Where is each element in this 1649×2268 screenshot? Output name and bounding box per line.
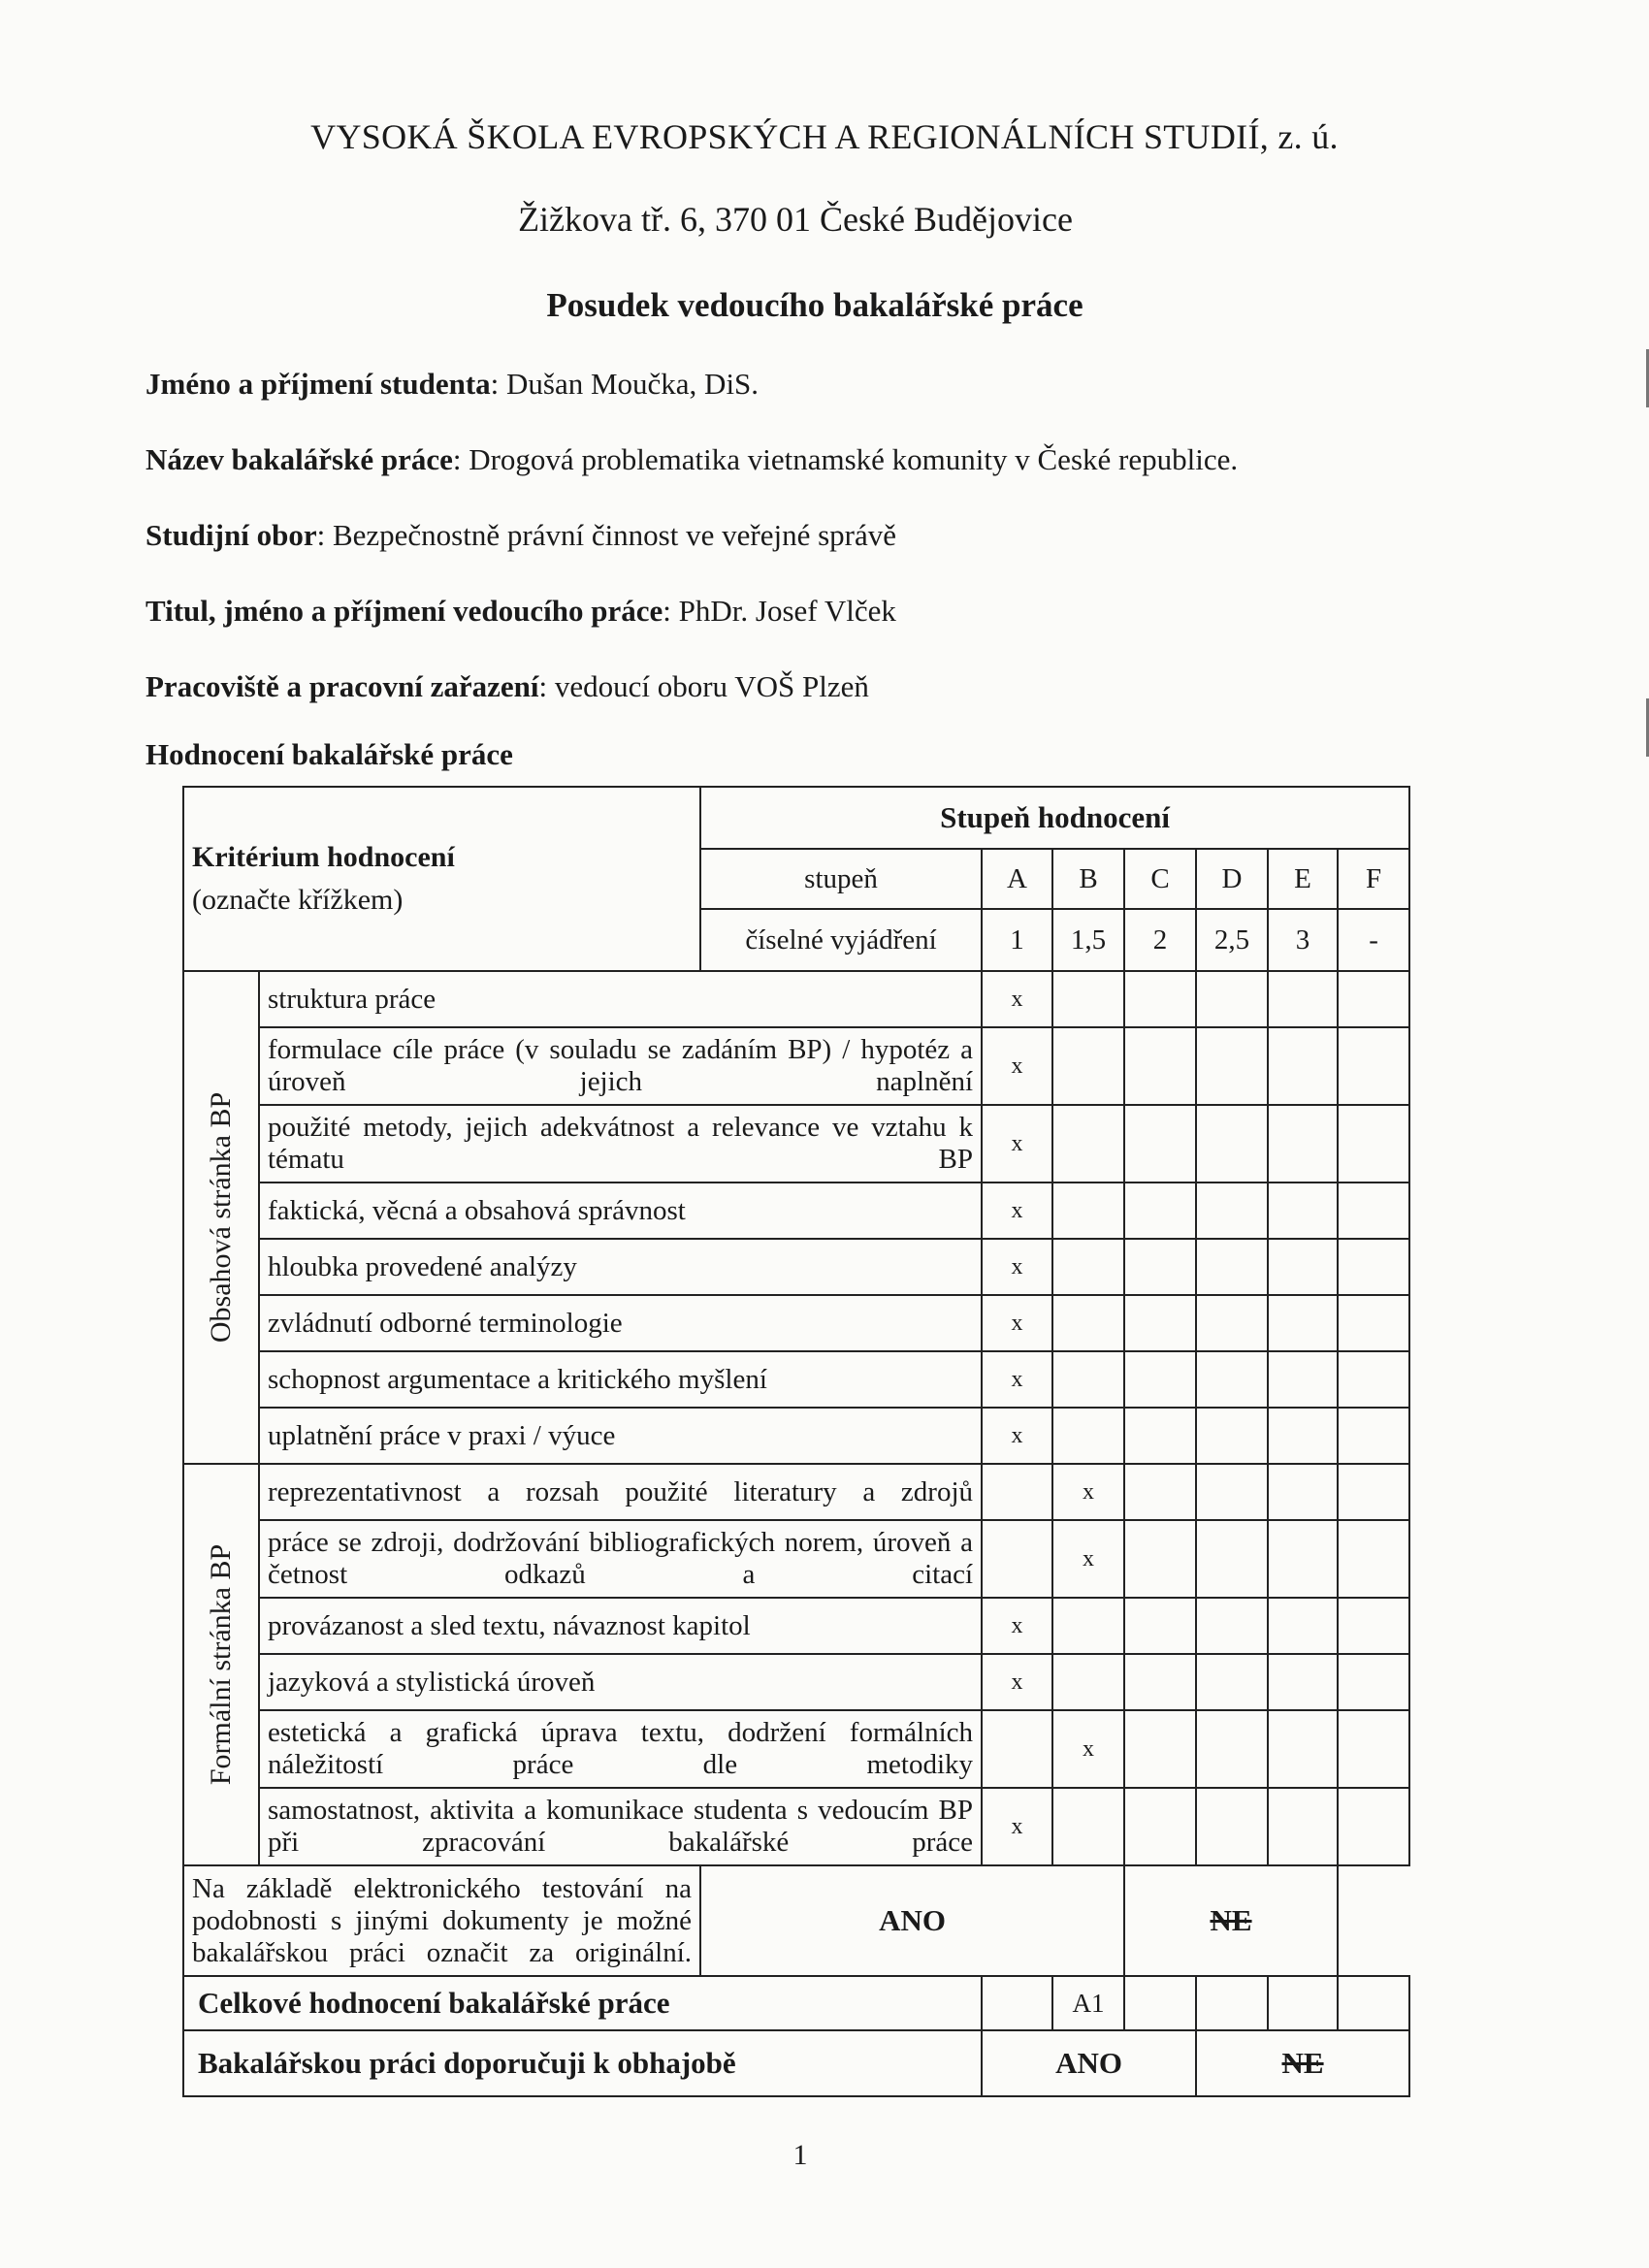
checkbox-mark[interactable]: x (982, 1788, 1052, 1865)
checkbox-cell[interactable] (1338, 1788, 1409, 1865)
checkbox-cell[interactable] (1268, 1239, 1338, 1295)
field-label: Studijní obor (146, 518, 317, 552)
overall-cell (1268, 1976, 1338, 2030)
checkbox-cell[interactable] (1268, 1710, 1338, 1788)
criterion-text: zvládnutí odborné terminologie (259, 1295, 982, 1351)
checkbox-mark[interactable]: x (982, 1105, 1052, 1183)
checkbox-cell[interactable] (982, 1464, 1052, 1520)
field-supervisor: Titul, jméno a příjmení vedoucího práce: PhDr. Josef Vlček (146, 594, 896, 628)
checkbox-cell[interactable] (1338, 1351, 1409, 1408)
criterion-text: estetická a grafická úprava textu, dodržení formálních náležitostí práce dle metodiky (259, 1710, 982, 1788)
checkbox-cell[interactable] (1338, 1239, 1409, 1295)
criterion-text: samostatnost, aktivita a komunikace studenta s vedoucím BP při zpracování bakalářské práce (259, 1788, 982, 1865)
criterion-note: (označte křížkem) (192, 884, 404, 916)
evaluation-table (182, 786, 1410, 2097)
checkbox-mark[interactable]: x (982, 1295, 1052, 1351)
checkbox-cell[interactable] (1268, 1027, 1338, 1105)
field-label: Pracoviště a pracovní zařazení (146, 669, 539, 703)
checkbox-mark[interactable]: x (982, 1408, 1052, 1464)
grade-letter: A (982, 849, 1052, 909)
checkbox-cell[interactable] (1196, 1788, 1268, 1865)
checkbox-cell[interactable] (1124, 1710, 1196, 1788)
checkbox-cell[interactable] (1052, 1351, 1124, 1408)
checkbox-cell[interactable] (1338, 1520, 1409, 1598)
checkbox-cell[interactable] (1268, 1654, 1338, 1710)
checkbox-cell[interactable] (1196, 1408, 1268, 1464)
checkbox-cell[interactable] (1124, 1520, 1196, 1598)
grade-numeric: 1,5 (1052, 909, 1124, 971)
grade-letter: E (1268, 849, 1338, 909)
recommend-no: NE (1196, 2030, 1409, 2096)
overall-label: Celkové hodnocení bakalářské práce (183, 1976, 982, 2030)
originality-yes: ANO (700, 1865, 1124, 1976)
field-value: Dušan Moučka, DiS. (506, 367, 760, 401)
checkbox-cell[interactable] (1268, 971, 1338, 1027)
checkbox-cell[interactable] (1124, 1027, 1196, 1105)
overall-cell (1124, 1976, 1196, 2030)
checkbox-cell[interactable] (1052, 1027, 1124, 1105)
checkbox-cell[interactable] (1124, 1408, 1196, 1464)
checkbox-cell[interactable] (1196, 1239, 1268, 1295)
field-value: Bezpečnostně právní činnost ve veřejné správě (332, 518, 896, 552)
overall-cell (982, 1976, 1052, 2030)
criterion-header: Kritérium hodnocení (192, 841, 455, 873)
checkbox-cell[interactable] (1268, 1183, 1338, 1239)
criterion-text: schopnost argumentace a kritického myšlení (259, 1351, 982, 1408)
checkbox-cell[interactable] (1268, 1788, 1338, 1865)
checkbox-mark[interactable]: x (982, 971, 1052, 1027)
checkbox-cell[interactable] (1052, 1654, 1124, 1710)
page-number: 1 (792, 2139, 808, 2171)
criterion-text: uplatnění práce v praxi / výuce (259, 1408, 982, 1464)
checkbox-mark[interactable]: x (1052, 1520, 1124, 1598)
checkbox-cell[interactable] (1124, 1183, 1196, 1239)
checkbox-mark[interactable]: x (982, 1351, 1052, 1408)
checkbox-cell[interactable] (1338, 1105, 1409, 1183)
checkbox-mark[interactable]: x (1052, 1710, 1124, 1788)
checkbox-cell[interactable] (1338, 1598, 1409, 1654)
numeric-row-label: číselné vyjádření (700, 909, 982, 971)
checkbox-cell[interactable] (1196, 1105, 1268, 1183)
group-label-cell (183, 1464, 259, 1865)
checkbox-cell[interactable] (1124, 1351, 1196, 1408)
checkbox-cell[interactable] (1196, 1464, 1268, 1520)
overall-value: A1 (1052, 1976, 1124, 2030)
checkbox-cell[interactable] (1268, 1598, 1338, 1654)
grade-row-label: stupeň (700, 849, 982, 909)
checkbox-cell[interactable] (1124, 1654, 1196, 1710)
criterion-text: faktická, věcná a obsahová správnost (259, 1183, 982, 1239)
overall-cell (1196, 1976, 1268, 2030)
criterion-text: formulace cíle práce (v souladu se zadáním BP) / hypotéz a úroveň jejich naplnění (259, 1027, 982, 1105)
checkbox-mark[interactable]: x (982, 1598, 1052, 1654)
checkbox-cell[interactable] (1338, 1408, 1409, 1464)
checkbox-cell[interactable] (1268, 1351, 1338, 1408)
grade-letter: C (1124, 849, 1196, 909)
checkbox-cell[interactable] (1196, 1351, 1268, 1408)
criterion-header-cell (183, 787, 700, 971)
checkbox-cell[interactable] (1124, 1105, 1196, 1183)
checkbox-cell[interactable] (1268, 1408, 1338, 1464)
checkbox-cell[interactable] (1052, 1239, 1124, 1295)
originality-no: NE (1124, 1865, 1338, 1976)
checkbox-cell[interactable] (1196, 1183, 1268, 1239)
criterion-text: práce se zdroji, dodržování bibliografických norem, úroveň a četnost odkazů a citací (259, 1520, 982, 1598)
field-value: Drogová problematika vietnamské komunity v České republice. (469, 442, 1239, 476)
criterion-text: struktura práce (259, 971, 982, 1027)
field-value: vedoucí oboru VOŠ Plzeň (554, 669, 869, 703)
checkbox-cell[interactable] (1052, 1295, 1124, 1351)
grade-numeric: 1 (982, 909, 1052, 971)
checkbox-mark[interactable]: x (1052, 1464, 1124, 1520)
field-label: Jméno a příjmení studenta (146, 367, 491, 401)
school-name: VYSOKÁ ŠKOLA EVROPSKÝCH A REGIONÁLNÍCH STUDIÍ, z. ú. (310, 117, 1339, 156)
checkbox-cell[interactable] (1052, 971, 1124, 1027)
field-value: PhDr. Josef Vlček (678, 594, 896, 628)
document-title: Posudek vedoucího bakalářské práce (546, 286, 1083, 324)
grade-header: Stupeň hodnocení (700, 787, 1409, 849)
checkbox-cell[interactable] (1196, 971, 1268, 1027)
criterion-text: reprezentativnost a rozsah použité literatury a zdrojů (259, 1464, 982, 1520)
checkbox-cell[interactable] (1338, 1027, 1409, 1105)
criterion-text: jazyková a stylistická úroveň (259, 1654, 982, 1710)
group-label-cell (183, 971, 259, 1464)
checkbox-mark[interactable]: x (982, 1239, 1052, 1295)
grade-numeric: 3 (1268, 909, 1338, 971)
checkbox-cell[interactable] (1268, 1295, 1338, 1351)
overall-cell (1338, 1976, 1409, 2030)
checkbox-cell[interactable] (1124, 1295, 1196, 1351)
checkbox-cell[interactable] (1124, 1598, 1196, 1654)
criterion-text: hloubka provedené analýzy (259, 1239, 982, 1295)
checkbox-cell[interactable] (1268, 1105, 1338, 1183)
checkbox-cell[interactable] (1124, 971, 1196, 1027)
checkbox-cell[interactable] (1196, 1598, 1268, 1654)
school-address: Žižkova tř. 6, 370 01 České Budějovice (518, 200, 1073, 239)
originality-text: Na základě elektronického testování na podobnosti s jinými dokumenty je možné bakalářskou práci označit za originální. (183, 1865, 700, 1976)
recommend-yes: ANO (982, 2030, 1196, 2096)
checkbox-cell[interactable] (1196, 1710, 1268, 1788)
checkbox-cell[interactable] (1052, 1598, 1124, 1654)
checkbox-cell[interactable] (1338, 1710, 1409, 1788)
checkbox-cell[interactable] (982, 1520, 1052, 1598)
checkbox-cell[interactable] (1338, 1654, 1409, 1710)
checkbox-cell[interactable] (1338, 1183, 1409, 1239)
checkbox-cell[interactable] (1338, 1295, 1409, 1351)
field-workplace: Pracoviště a pracovní zařazení: vedoucí oboru VOŠ Plzeň (146, 669, 869, 703)
recommend-label: Bakalářskou práci doporučuji k obhajobě (183, 2030, 982, 2096)
checkbox-cell[interactable] (1338, 1464, 1409, 1520)
checkbox-cell[interactable] (1338, 971, 1409, 1027)
group-label: Formální stránka BP (205, 1543, 237, 1786)
checkbox-cell[interactable] (1196, 1654, 1268, 1710)
grade-letter: B (1052, 849, 1124, 909)
group-label: Obsahová stránka BP (205, 1091, 237, 1344)
checkbox-cell[interactable] (1052, 1788, 1124, 1865)
checkbox-mark[interactable]: x (982, 1654, 1052, 1710)
checkbox-cell[interactable] (1052, 1183, 1124, 1239)
checkbox-cell[interactable] (1052, 1105, 1124, 1183)
field-student: Jméno a příjmení studenta: Dušan Moučka, DiS. (146, 367, 760, 401)
checkbox-cell[interactable] (1052, 1408, 1124, 1464)
grade-numeric: 2,5 (1196, 909, 1268, 971)
criterion-text: provázanost a sled textu, návaznost kapitol (259, 1598, 982, 1654)
checkbox-mark[interactable]: x (982, 1027, 1052, 1105)
checkbox-cell[interactable] (1196, 1520, 1268, 1598)
checkbox-cell[interactable] (1268, 1464, 1338, 1520)
checkbox-mark[interactable]: x (982, 1183, 1052, 1239)
field-study-program: Studijní obor: Bezpečnostně právní činnost ve veřejné správě (146, 518, 896, 552)
checkbox-cell[interactable] (1196, 1027, 1268, 1105)
checkbox-cell[interactable] (1124, 1239, 1196, 1295)
field-label: Titul, jméno a příjmení vedoucího práce (146, 594, 663, 628)
checkbox-cell[interactable] (1124, 1788, 1196, 1865)
section-heading: Hodnocení bakalářské práce (146, 737, 513, 771)
grade-numeric: 2 (1124, 909, 1196, 971)
field-label: Název bakalářské práce (146, 442, 453, 476)
grade-numeric: - (1338, 909, 1409, 971)
checkbox-cell[interactable] (1124, 1464, 1196, 1520)
grade-letter: F (1338, 849, 1409, 909)
checkbox-cell[interactable] (982, 1710, 1052, 1788)
checkbox-cell[interactable] (1268, 1520, 1338, 1598)
field-thesis-title: Název bakalářské práce: Drogová problematika vietnamské komunity v České republice. (146, 442, 1239, 476)
grade-letter: D (1196, 849, 1268, 909)
checkbox-cell[interactable] (1196, 1295, 1268, 1351)
criterion-text: použité metody, jejich adekvátnost a relevance ve vztahu k tématu BP (259, 1105, 982, 1183)
